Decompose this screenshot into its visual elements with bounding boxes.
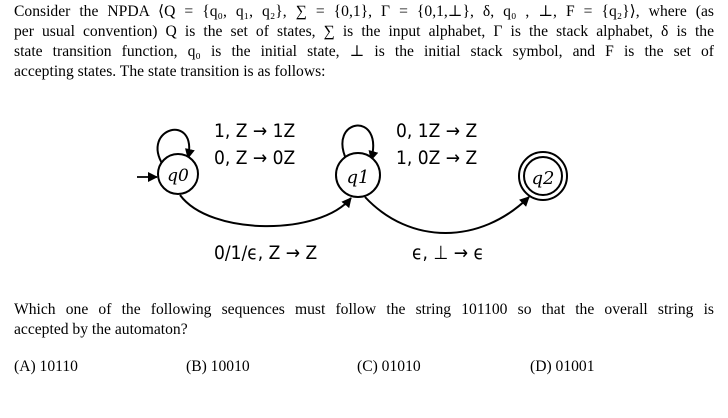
option-b[interactable]: (B) 10010 — [186, 358, 250, 375]
option-c[interactable]: (C) 01010 — [357, 358, 421, 375]
q1-to-q2-label: ϵ, ⊥ → ϵ — [412, 242, 484, 264]
q1-loop-label-1: 0, 1Z → Z — [396, 120, 478, 142]
statement-line-4: accepting states. The state transition is as follows: — [14, 63, 326, 80]
statement-line-3: state transition function, q₀ is the initial state, ⊥ is the initial stack symbol, and F is the set of — [14, 43, 714, 60]
option-a[interactable]: (A) 10110 — [14, 358, 78, 375]
question-text — [14, 300, 714, 340]
state-q1-label: q1 — [346, 167, 370, 188]
statement-line-1: Consider the NPDA ⟨Q = {q₀, q₁, q₂}, ∑ = {0,1}, Γ = {0,1,⊥}, δ, q₀ , ⊥, F = {q₂}⟩, where (as — [14, 3, 714, 20]
q0-loop-label-1: 1, Z → 1Z — [214, 120, 296, 142]
q0-to-q1-transition — [180, 195, 351, 226]
option-d[interactable]: (D) 01001 — [530, 358, 595, 375]
state-q2-label: q2 — [531, 168, 555, 189]
q1-loop-label-2: 1, 0Z → Z — [396, 147, 478, 169]
q1-to-q2-transition — [365, 197, 529, 233]
question-line-1: Which one of the following sequences must follow the string 101100 so that the overall string is — [14, 301, 714, 318]
q0-loop-label-2: 0, Z → 0Z — [214, 147, 296, 169]
question-line-2: accepted by the automaton? — [14, 321, 188, 338]
statement-line-2: per usual convention) Q is the set of states, ∑ is the input alphabet, Γ is the stack alphabet, δ is the — [14, 23, 714, 40]
state-q0-label: q0 — [167, 166, 189, 186]
q0-to-q1-label: 0/1/ϵ, Z → Z — [214, 242, 318, 264]
